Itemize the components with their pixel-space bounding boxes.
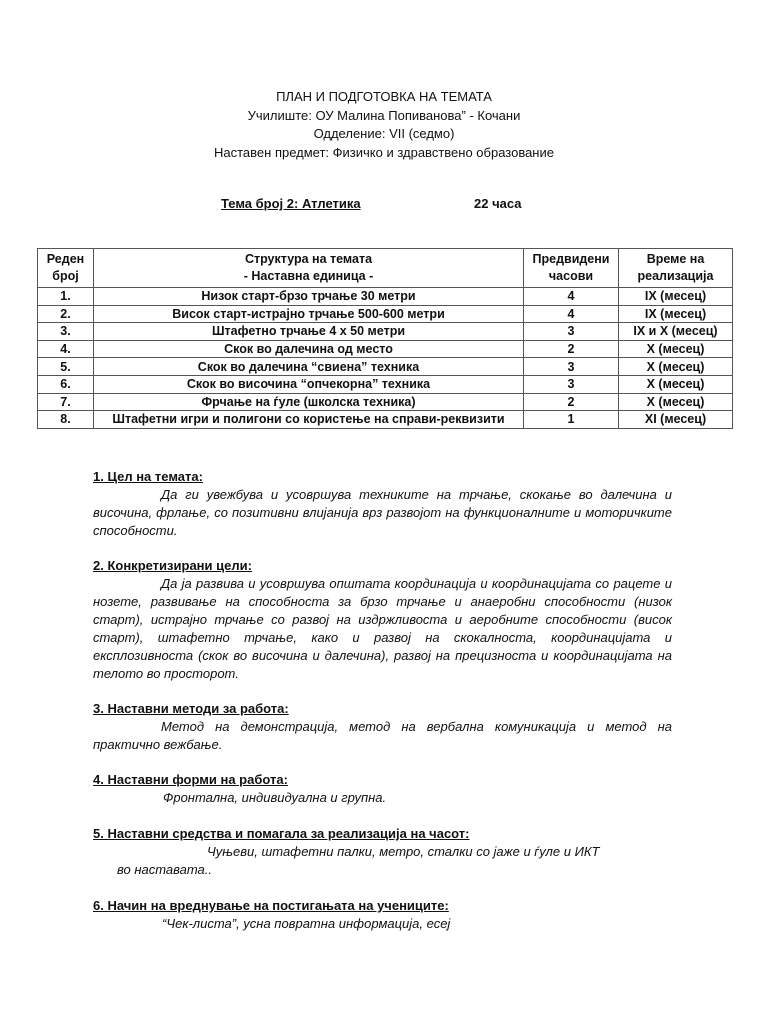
row-number: 2. [38,305,94,323]
section-methods [93,700,672,754]
table-row [38,305,733,323]
row-time: XI (месец) [619,411,733,429]
row-unit: Скок во далечина “свиена” техника [94,358,524,376]
table-header-row [38,249,733,288]
row-unit: Штафетни игри и полигони со користење на справи-реквизити [94,411,524,429]
section-means [93,825,672,879]
topic-title: Тема број 2: Атлетика [221,196,361,211]
table-row [38,358,733,376]
section-text: Метод на демонстрација, метод на вербална комуникација и метод на практично вежбање. [93,719,672,752]
row-time: X (месец) [619,393,733,411]
row-time: X (месец) [619,340,733,358]
section-heading: 5. Наставни средства и помагала за реализација на часот: [93,826,470,841]
section-text: Фронтална, индивидуална и групна. [163,790,387,805]
row-unit: Штафетно трчање 4 x 50 метри [94,323,524,341]
row-time: X (месец) [619,358,733,376]
header-planned-hours: Предвидени часови [524,249,619,288]
school-line: Училиште: ОУ Малина Попиванова” - Кочани [247,107,521,123]
table-row [38,375,733,393]
section-heading: 2. Конкретизирани цели: [93,558,252,573]
grade-line: Одделение: VII (седмо) [313,126,455,141]
section-text: “Чек-листа”, усна повратна информација, есеј [162,916,451,931]
table-row [38,411,733,429]
row-hours: 2 [524,340,619,358]
row-hours: 1 [524,411,619,429]
row-time: X (месец) [619,375,733,393]
table-row [38,288,733,306]
row-unit: Скок во далечина од место [94,340,524,358]
table-row [38,393,733,411]
section-evaluation [93,897,672,933]
row-time: IX и X (месец) [619,323,733,341]
row-time: IX (месец) [619,288,733,306]
section-text: Чуњеви, штафетни палки, метро, сталки со јаже и ѓуле и ИКТ [207,844,600,859]
header-structure: Структура на темата - Наставна единица - [94,249,524,288]
row-hours: 3 [524,375,619,393]
row-number: 8. [38,411,94,429]
subject-line: Наставен предмет: Физичко и здравствено образование [214,144,554,160]
plan-table [37,248,733,429]
section-text: Да ја развива и усовршува општата координација и координацијата со рацете и нозете, развивање на способноста за брзо трчање и анаеробни способности (низок старт), истрајно трчање со развој на издржливоста и аеробните способности (висок старт), штафетно трчање, како и развој на скокалноста, координацијата и експлозивноста (скок во височина и далечина), развој на прецизноста и координацијата на телото во просторот. [93,576,672,681]
section-heading: 1. Цел на темата: [93,469,203,484]
row-hours: 3 [524,323,619,341]
row-unit: Низок старт-брзо трчање 30 метри [94,288,524,306]
row-unit: Фрчање на ѓуле (школска техника) [94,393,524,411]
header-number: Реден број [38,249,94,288]
header-realization-time: Време на реализација [619,249,733,288]
row-number: 3. [38,323,94,341]
topic-hours: 22 часа [474,196,522,211]
row-hours: 3 [524,358,619,376]
row-number: 6. [38,375,94,393]
row-unit: Висок старт-истрајно трчање 500-600 метри [94,305,524,323]
section-text-continued: во наставата.. [117,862,213,877]
section-forms [93,771,672,807]
section-text: Да ги увежбува и усовршува техниките на трчање, скокање во далечина и височина, фрлање, со позитивни влијанија врз развојот на функционалните и моторичките способности. [93,487,672,538]
section-heading: 6. Начин на вреднување на постигањата на учениците: [93,898,449,913]
row-hours: 4 [524,305,619,323]
row-number: 4. [38,340,94,358]
row-hours: 2 [524,393,619,411]
document-title: ПЛАН И ПОДГОТОВКА НА ТЕМАТА [276,89,492,104]
table-row [38,340,733,358]
row-number: 1. [38,288,94,306]
table-row [38,323,733,341]
row-unit: Скок во височина “опчекорна” техника [94,375,524,393]
section-specific-goals [93,557,672,683]
row-number: 5. [38,358,94,376]
row-number: 7. [38,393,94,411]
section-heading: 4. Наставни форми на работа: [93,772,288,787]
section-goal [93,468,672,540]
section-heading: 3. Наставни методи за работа: [93,701,289,716]
row-hours: 4 [524,288,619,306]
row-time: IX (месец) [619,305,733,323]
document-header [0,88,768,162]
